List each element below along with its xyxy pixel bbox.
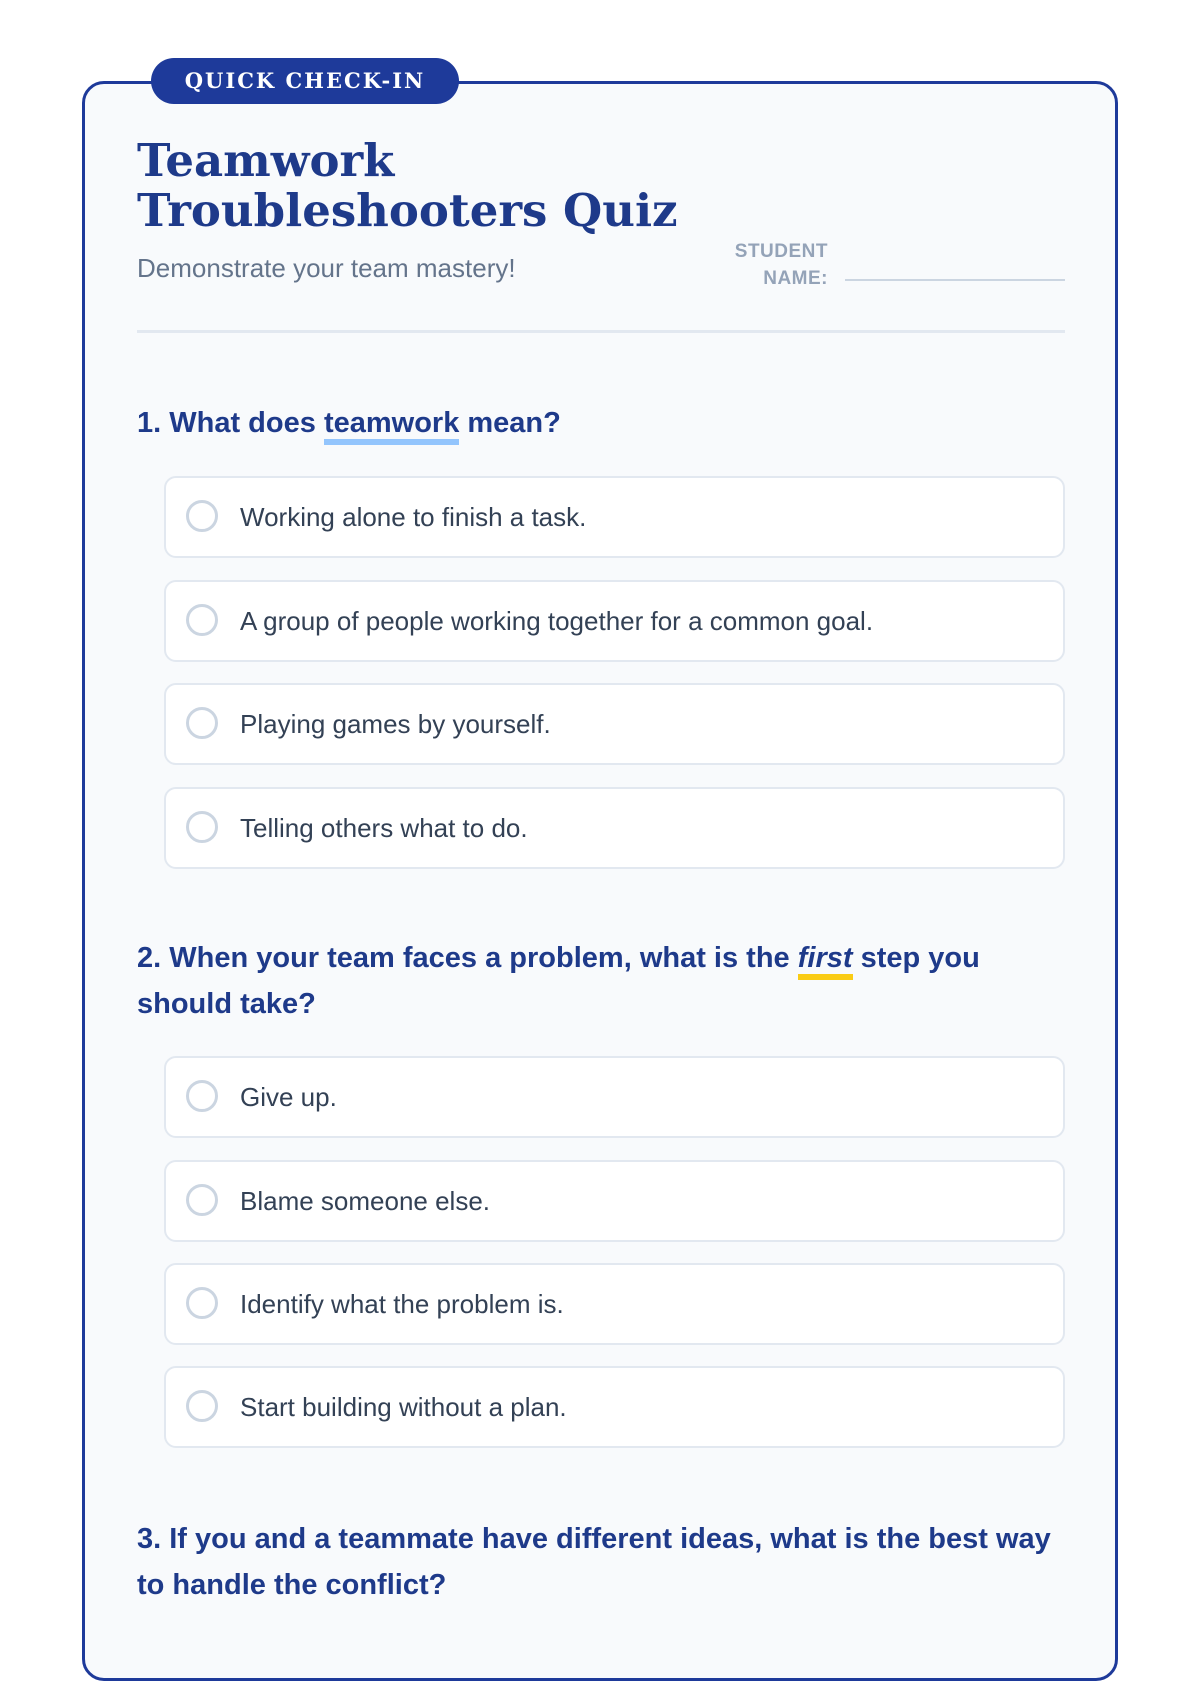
- question-1-option-c[interactable]: [164, 683, 1065, 765]
- student-label-line1: STUDENT: [734, 241, 828, 262]
- radio-button[interactable]: [186, 1287, 218, 1319]
- question-1: [137, 400, 1065, 446]
- radio-button[interactable]: [186, 604, 218, 636]
- question-2-text-after: step you should take?: [137, 942, 980, 1020]
- question-1-text-before: What does: [169, 407, 316, 439]
- radio-button[interactable]: [186, 1390, 218, 1422]
- option-label: Playing games by yourself.: [240, 709, 551, 739]
- student-name-label: [700, 238, 828, 292]
- radio-button[interactable]: [186, 811, 218, 843]
- quick-check-in-badge: QUICK CHECK-IN: [151, 58, 459, 104]
- option-label: Working alone to finish a task.: [240, 502, 587, 532]
- page-title: Teamwork Troubleshooters Quiz: [137, 134, 678, 237]
- question-3-number: 3.: [137, 1523, 162, 1555]
- question-1-option-a[interactable]: [164, 476, 1065, 558]
- option-label: Give up.: [240, 1082, 337, 1112]
- question-2-text-before: When your team faces a problem, what is the: [169, 942, 790, 974]
- question-2-option-a[interactable]: [164, 1056, 1065, 1138]
- option-label: Identify what the problem is.: [240, 1289, 564, 1319]
- radio-button[interactable]: [186, 1080, 218, 1112]
- student-label-line2: NAME:: [763, 268, 828, 289]
- question-2-option-b[interactable]: [164, 1160, 1065, 1242]
- question-3: [137, 1516, 1065, 1608]
- question-2: [137, 935, 1065, 1027]
- question-2-option-c[interactable]: [164, 1263, 1065, 1345]
- option-label: Blame someone else.: [240, 1186, 491, 1216]
- radio-button[interactable]: [186, 500, 218, 532]
- student-name-field[interactable]: [845, 279, 1065, 281]
- radio-button[interactable]: [186, 1184, 218, 1216]
- option-label: Start building without a plan.: [240, 1392, 567, 1422]
- question-2-option-d[interactable]: [164, 1366, 1065, 1448]
- question-1-highlight: teamwork: [324, 407, 459, 445]
- page-subtitle: Demonstrate your team mastery!: [137, 253, 516, 283]
- option-label: A group of people working together for a common goal.: [240, 606, 874, 636]
- option-label: Telling others what to do.: [240, 813, 528, 843]
- question-1-option-b[interactable]: [164, 580, 1065, 662]
- question-1-number: 1.: [137, 407, 162, 439]
- question-1-option-d[interactable]: [164, 787, 1065, 869]
- header-divider: [137, 330, 1065, 333]
- radio-button[interactable]: [186, 707, 218, 739]
- question-1-text-after: mean?: [467, 407, 561, 439]
- question-2-highlight: first: [798, 942, 853, 980]
- question-3-text: If you and a teammate have different ideas, what is the best way to handle the conflict?: [137, 1523, 1051, 1601]
- question-2-number: 2.: [137, 942, 162, 974]
